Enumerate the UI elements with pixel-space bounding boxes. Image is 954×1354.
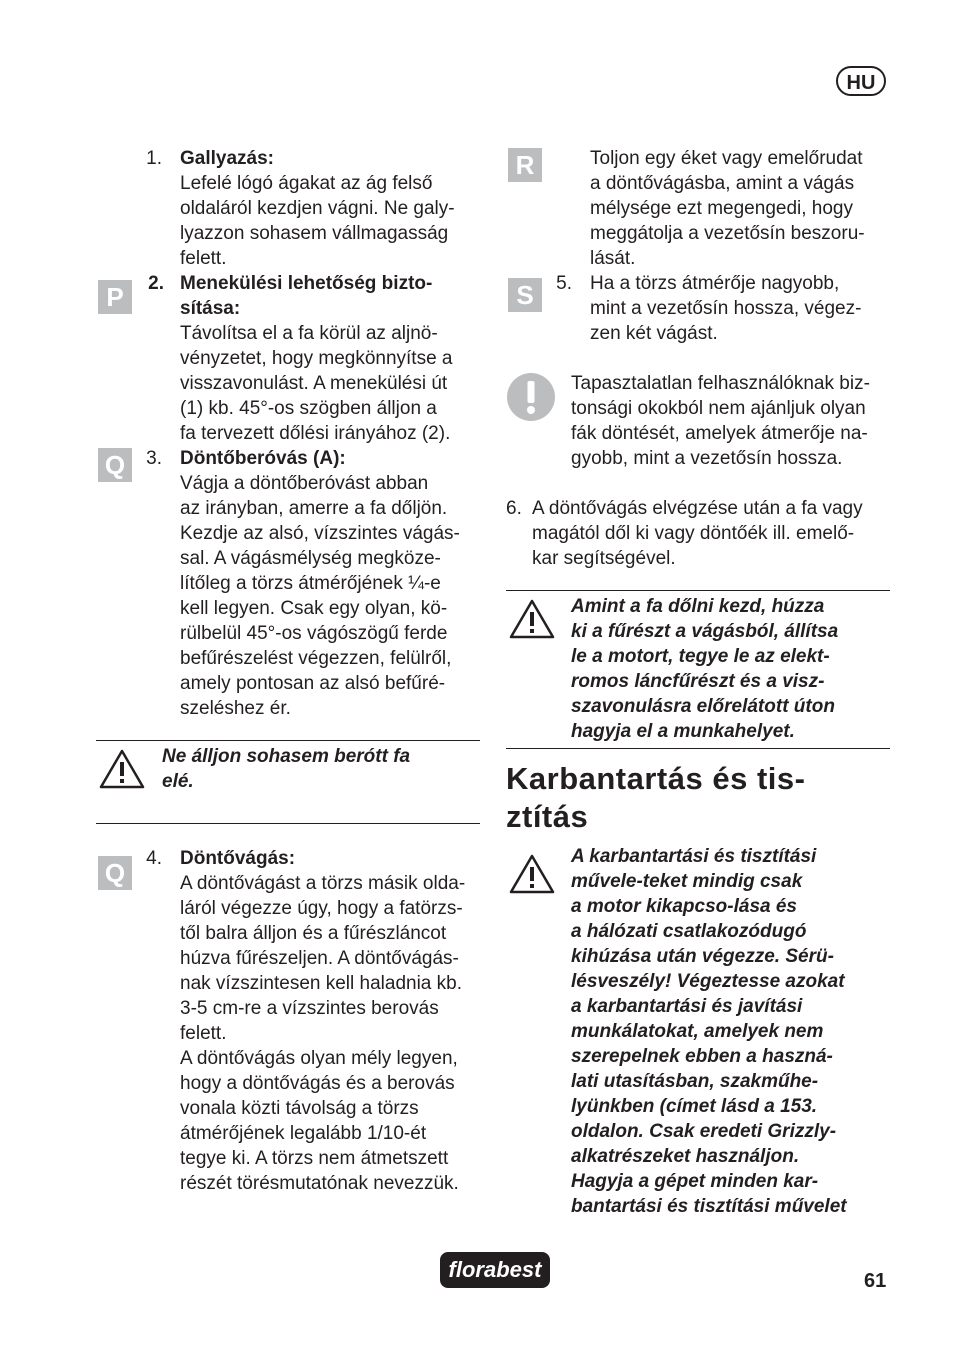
warning-triangle-icon — [508, 598, 556, 640]
line: A karbantartási és tisztítási — [571, 846, 817, 867]
line: Ne álljon sohasem berótt fa — [162, 746, 411, 767]
line: részét törésmutatónak nevezzük. — [180, 1173, 459, 1194]
marker-s: S — [508, 278, 542, 312]
line: munkálatokat, amelyek nem — [571, 1021, 824, 1042]
line: a motor kikapcso-lása és — [571, 896, 797, 917]
line: lítőleg a törzs átmérőjének ¼-e — [180, 573, 441, 594]
line: felett. — [180, 248, 227, 269]
line: fák döntését, amelyek átmerője na- — [571, 423, 868, 444]
line: mint a vezetősín hossza, végez- — [590, 298, 862, 319]
line: befűrészelést végezzen, felülről, — [180, 648, 452, 669]
list-item-menekulesi — [180, 271, 490, 446]
list-item-dontoberovas — [180, 446, 490, 721]
line: tegye ki. A törzs nem átmetszett — [180, 1148, 449, 1169]
line: le a motort, tegye le az elekt- — [571, 646, 830, 667]
line: Vágja a döntőberóvást abban — [180, 473, 429, 494]
list-number: 3. — [146, 448, 162, 469]
line: A döntővágás elvégzése után a fa vagy — [532, 498, 863, 519]
line: től balra álljon és a fűrészláncot — [180, 923, 447, 944]
item-heading: Döntőberóvás (A): — [180, 448, 346, 469]
line: (1) kb. 45°-os szögben álljon a — [180, 398, 437, 419]
line: vényzetet, hogy megkönnyítse a — [180, 348, 453, 369]
divider — [506, 748, 890, 749]
line: rülbelül 45°-os vágószögű ferde — [180, 623, 448, 644]
line: lását. — [590, 248, 636, 269]
list-number: 5. — [556, 273, 572, 294]
heading-line: Karbantartás és tis- — [506, 761, 806, 796]
line: sal. A vágásmélység megköze- — [180, 548, 441, 569]
line: Amint a fa dőlni kezd, húzza — [571, 596, 825, 617]
line: átmérőjének legalább 1/10-ét — [180, 1123, 427, 1144]
line: szerepelnek ebben a haszná- — [571, 1046, 833, 1067]
line: művele-teket mindig csak — [571, 871, 803, 892]
line: kell legyen. Csak egy olyan, kö- — [180, 598, 448, 619]
line: Lefelé lógó ágakat az ág felső — [180, 173, 433, 194]
line: 3-5 cm-re a vízszintes berovás — [180, 998, 439, 1019]
line: Tapasztalatlan felhasználóknak biz- — [571, 373, 870, 394]
line: fa tervezett dőlési irányához (2). — [180, 423, 451, 444]
line: A döntővágást a törzs másik olda- — [180, 873, 466, 894]
warning-triangle-icon — [98, 748, 146, 790]
item-heading: sítása: — [180, 298, 241, 319]
line: felett. — [180, 1023, 227, 1044]
line: lyazzon sohasem vállmagasság — [180, 223, 449, 244]
line: oldaláról kezdjen vágni. Ne galy- — [180, 198, 455, 219]
line: húzva fűrészeljen. A döntővágás- — [180, 948, 459, 969]
line: vonala közti távolság a törzs — [180, 1098, 419, 1119]
line: szeléshez ér. — [180, 698, 291, 719]
line: gyobb, mint a vezetősín hossza. — [571, 448, 843, 469]
brand-logo: florabest — [440, 1252, 550, 1288]
line: Hagyja a gépet minden kar- — [571, 1171, 819, 1192]
list-item-gallyazas — [180, 146, 490, 271]
line: lati utasításban, szakműhe- — [571, 1071, 819, 1092]
marker-r: R — [508, 148, 542, 182]
item-heading: Gallyazás: — [180, 148, 274, 169]
line: A döntővágás olyan mély legyen, — [180, 1048, 458, 1069]
line: Toljon egy éket vagy emelőrudat — [590, 148, 863, 169]
line: magától dől ki vagy döntőék ill. emelő- — [532, 523, 855, 544]
warning-text — [571, 594, 891, 744]
line: hagyja el a munkahelyet. — [571, 721, 795, 742]
line: kihúzása után végezze. Sérü- — [571, 946, 834, 967]
divider — [96, 823, 480, 824]
line: zen két vágást. — [590, 323, 718, 344]
warning-text — [571, 844, 893, 1219]
exclamation-icon — [506, 372, 556, 422]
divider — [96, 740, 480, 741]
line: kar segítségével. — [532, 548, 676, 569]
list-number: 4. — [146, 848, 162, 869]
line: láról végezze úgy, hogy a fatörzs- — [180, 898, 463, 919]
line: nak vízszintesen kell haladnia kb. — [180, 973, 462, 994]
page-number: 61 — [864, 1270, 887, 1292]
line: ki a fűrészt a vágásból, állítsa — [571, 621, 839, 642]
line: a hálózati csatlakozódugó — [571, 921, 807, 942]
list-number: 2. — [148, 273, 164, 294]
line: meggátolja a vezetősín beszoru- — [590, 223, 865, 244]
line: elé. — [162, 771, 194, 792]
heading-line: ztítás — [506, 799, 589, 834]
line: az irányban, amerre a fa dőljön. — [180, 498, 448, 519]
line: lésveszély! Végeztesse azokat — [571, 971, 845, 992]
warning-text — [162, 744, 482, 794]
line: lyünkben (címet lásd a 153. — [571, 1096, 818, 1117]
list-number: 1. — [146, 148, 162, 169]
line: tonsági okokból nem ajánljuk olyan — [571, 398, 866, 419]
line: mélysége ezt megengedi, hogy — [590, 198, 853, 219]
marker-p: P — [98, 280, 132, 314]
line: a döntővágásba, amint a vágás — [590, 173, 855, 194]
line: oldalon. Csak eredeti Grizzly- — [571, 1121, 837, 1142]
warning-triangle-icon — [508, 853, 556, 895]
note-text — [571, 371, 891, 471]
line: visszavonulást. A menekülési út — [180, 373, 448, 394]
section-heading — [506, 760, 896, 836]
marker-q-2: Q — [98, 856, 132, 890]
marker-q: Q — [98, 448, 132, 482]
list-item-dontovagas — [180, 846, 490, 1196]
divider — [506, 590, 890, 591]
line: romos láncfűrészt és a visz- — [571, 671, 825, 692]
line: Ha a törzs átmérője nagyobb, — [590, 273, 840, 294]
language-badge: HU — [836, 66, 886, 96]
line: a karbantartási és javítási — [571, 996, 803, 1017]
list-number: 6. — [506, 498, 522, 519]
item-heading: Döntővágás: — [180, 848, 296, 869]
line: Kezdje az alsó, vízszintes vágás- — [180, 523, 460, 544]
line: szavonulásra előrelátott úton — [571, 696, 835, 717]
r-paragraph — [590, 146, 890, 271]
line: hogy a döntővágás és a berovás — [180, 1073, 455, 1094]
item-heading: Menekülési lehetőség bizto- — [180, 273, 433, 294]
list-item-6 — [532, 496, 892, 571]
list-item-5 — [590, 271, 890, 346]
line: alkatrészeket használjon. — [571, 1146, 800, 1167]
line: amely pontosan az alsó befűré- — [180, 673, 446, 694]
line: bantartási és tisztítási művelet — [571, 1196, 847, 1217]
line: Távolítsa el a fa körül az aljnö- — [180, 323, 438, 344]
